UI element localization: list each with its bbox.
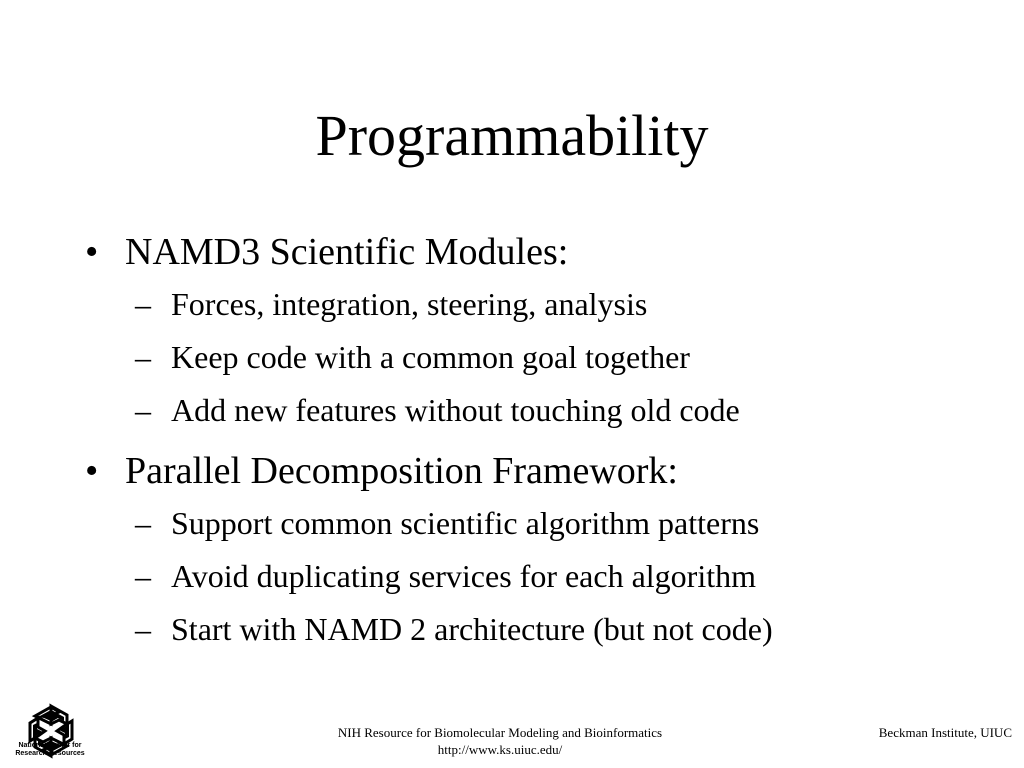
sub-text: Add new features without touching old code — [171, 392, 740, 428]
sub-item — [85, 603, 985, 656]
slide-content — [85, 226, 985, 656]
sub-item — [85, 278, 985, 331]
logo-caption-line: Research Resources — [15, 750, 85, 757]
logo-caption — [10, 742, 90, 758]
bullet-text: NAMD3 Scientific Modules: — [125, 231, 569, 273]
sub-item — [85, 384, 985, 437]
footer-resource-name: NIH Resource for Biomolecular Modeling and Bioinformatics — [337, 725, 663, 740]
logo-caption-line: National Center for — [18, 742, 82, 749]
bullet-marker: • — [85, 450, 99, 492]
sub-marker: – — [135, 611, 151, 647]
slide-title: Programmability — [315, 103, 709, 168]
footer-center — [260, 724, 740, 758]
sub-marker: – — [135, 558, 151, 594]
sub-text: Keep code with a common goal together — [171, 339, 690, 375]
bullet-item — [85, 445, 985, 497]
bullet-text: Parallel Decomposition Framework: — [125, 450, 678, 492]
sub-item — [85, 497, 985, 550]
sub-text: Forces, integration, steering, analysis — [171, 286, 648, 322]
sub-item — [85, 550, 985, 603]
bullet-marker: • — [85, 231, 99, 273]
sub-item — [85, 331, 985, 384]
sub-marker: – — [135, 505, 151, 541]
sub-text: Support common scientific algorithm patterns — [171, 505, 760, 541]
footer-institution: Beckman Institute, UIUC — [878, 725, 1012, 740]
sub-marker: – — [135, 286, 151, 322]
sub-marker: – — [135, 392, 151, 428]
sub-marker: – — [135, 339, 151, 375]
sub-text: Avoid duplicating services for each algorithm — [171, 558, 756, 594]
footer-url: http://www.ks.uiuc.edu/ — [437, 742, 563, 757]
bullet-item — [85, 226, 985, 278]
sub-text: Start with NAMD 2 architecture (but not code) — [171, 611, 773, 647]
